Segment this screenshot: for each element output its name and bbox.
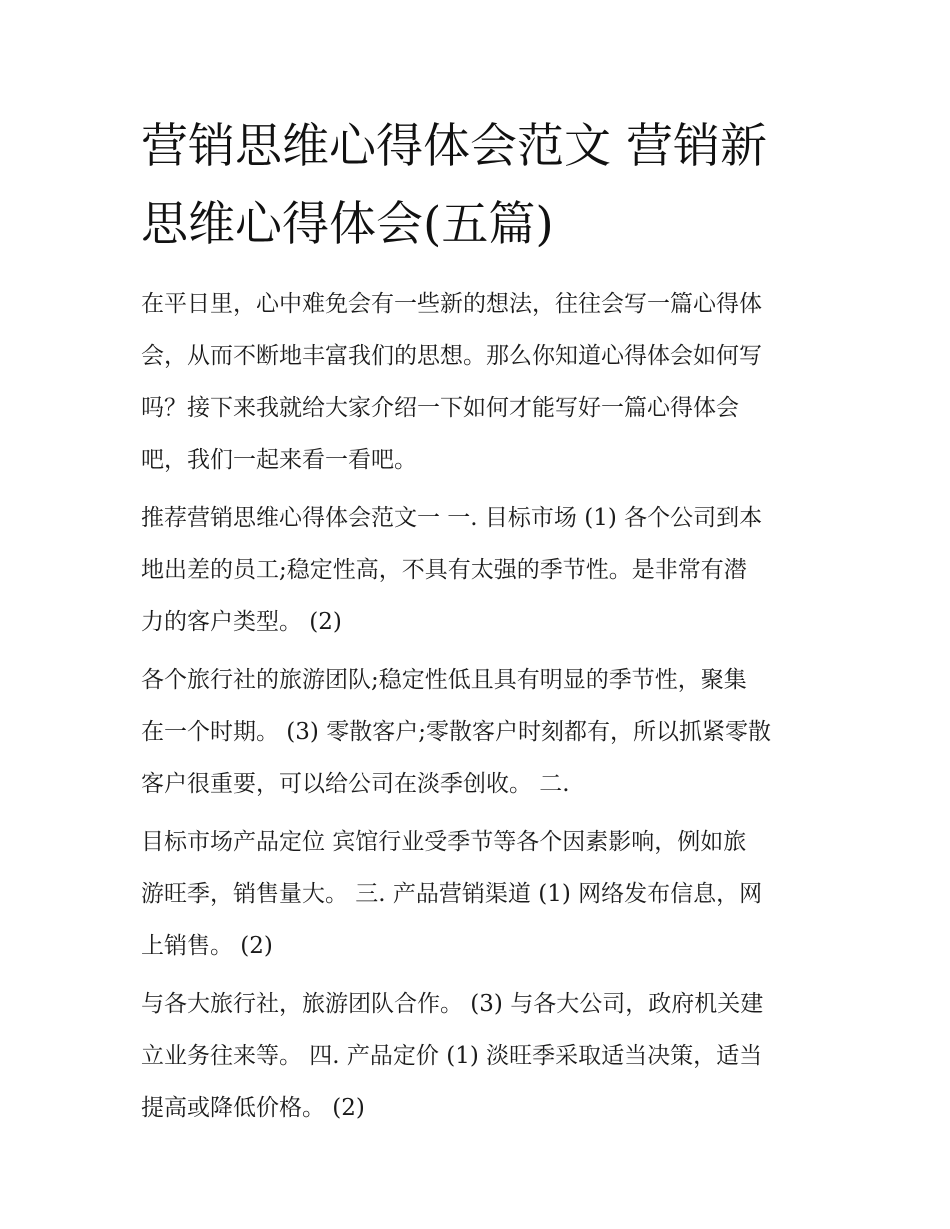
title-line: 思维心得体会(五篇) bbox=[141, 197, 554, 252]
paragraph-pricing bbox=[141, 978, 813, 1134]
text-line: 地出差的员工;稳定性高，不具有太强的季节性。是非常有潜 bbox=[141, 557, 747, 583]
text-line: 提高或降低价格。 (2) bbox=[141, 1095, 365, 1121]
document-body bbox=[141, 108, 813, 1134]
text-line: 与各大旅行社，旅游团队合作。 (3) 与各大公司，政府机关建 bbox=[141, 991, 764, 1017]
text-line: 推荐营销思维心得体会范文一 一. 目标市场 (1) 各个公司到本 bbox=[141, 505, 763, 531]
text-line: 游旺季，销售量大。 三. 产品营销渠道 (1) 网络发布信息，网 bbox=[141, 881, 763, 907]
paragraph-target-market bbox=[141, 492, 813, 648]
text-line: 目标市场产品定位 宾馆行业受季节等各个因素影响，例如旅 bbox=[141, 829, 747, 855]
text-line: 会，从而不断地丰富我们的思想。那么你知道心得体会如何写 bbox=[141, 343, 762, 369]
text-line: 在平日里，心中难免会有一些新的想法，往往会写一篇心得体 bbox=[141, 291, 762, 317]
paragraph-intro bbox=[141, 278, 813, 486]
text-line: 力的客户类型。 (2) bbox=[141, 609, 342, 635]
text-line: 在一个时期。 (3) 零散客户;零散客户时刻都有，所以抓紧零散 bbox=[141, 719, 771, 745]
title-line: 营销思维心得体会范文 营销新 bbox=[141, 119, 767, 174]
text-line: 上销售。 (2) bbox=[141, 933, 273, 959]
paragraph-positioning bbox=[141, 816, 813, 972]
text-line: 吗？接下来我就给大家介绍一下如何才能写好一篇心得体会 bbox=[141, 395, 739, 421]
document-title bbox=[141, 108, 813, 264]
text-line: 各个旅行社的旅游团队;稳定性低且具有明显的季节性，聚集 bbox=[141, 667, 747, 693]
paragraph-travel-agencies bbox=[141, 654, 813, 810]
text-line: 吧，我们一起来看一看吧。 bbox=[141, 447, 417, 473]
text-line: 立业务往来等。 四. 产品定价 (1) 淡旺季采取适当决策，适当 bbox=[141, 1043, 763, 1069]
text-line: 客户很重要，可以给公司在淡季创收。 二. bbox=[141, 771, 570, 797]
